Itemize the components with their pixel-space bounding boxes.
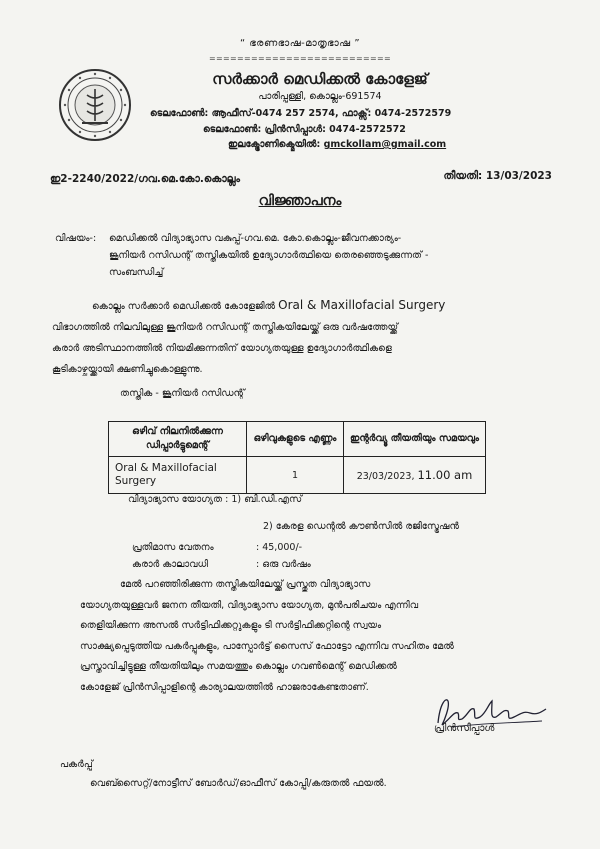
vacancy-table [108, 421, 486, 494]
paragraph-line: കൊല്ലം സർക്കാർ മെഡിക്കൽ കോളേജിൽ Oral & Maxillofacial Surgery [92, 298, 446, 312]
copy-label: പകർപ്പ് [60, 759, 93, 770]
principal-phone: ടെലഫോൺ: പ്രിൻസിപ്പാൾ: 0474-2572572 [203, 124, 406, 135]
email-label: ഇലക്ട്രോണിക്മെയിൽ: [228, 139, 321, 150]
vacancy-count-cell: 1 [247, 457, 344, 494]
paragraph-line: യോഗ്യതയുള്ളവർ ജനന തീയതി, വിദ്യാഭ്യാസ യോഗ്യത, മുൻപരിചയം എന്നിവ [80, 599, 419, 611]
column-header-vacancies: ഒഴിവുകളുടെ എണ്ണം [247, 422, 344, 457]
reference-number: ഇ2-2240/2022/ഗവ.മെ.കോ.കൊല്ലം [50, 173, 241, 185]
interview-time: 11.00 am [417, 468, 473, 482]
paragraph-line: വിഭാഗത്തിൽ നിലവിലുള്ള ജൂനിയർ റസിഡന്റ് തസ്തികയിലേയ്ക്ക് ഒരു വർഷത്തേയ്ക്ക് [52, 322, 399, 333]
paragraph-line: കൂടികാഴ്ചയ്ക്കായി ക്ഷണിച്ചുകൊള്ളുന്നു. [52, 364, 203, 375]
college-emblem-icon [58, 68, 132, 142]
notice-title-text: വിജ്ഞാപനം [258, 193, 342, 209]
subject-label: വിഷയം-: [55, 233, 97, 244]
notice-paragraph [52, 295, 552, 380]
college-name: സർക്കാർ മെഡിക്കൽ കോളേജ് [212, 70, 428, 88]
copy-recipients: വെബ്സൈറ്റ്/നോട്ടീസ് ബോർഡ്/ഓഫീസ് കോപ്പി/കരുതൽ ഫയൽ. [90, 778, 387, 789]
interview-cell [344, 457, 486, 494]
college-address: പാരിപ്പള്ളി, കൊല്ലം-691574 [258, 91, 382, 102]
salary-label: പ്രതിമാസ വേതനം [132, 542, 214, 553]
official-language-motto: “ ഭരണഭാഷ-മാതൃഭാഷ ” [239, 38, 361, 49]
department-name: Oral & Maxillofacial Surgery [278, 298, 446, 312]
instructions-paragraph [80, 575, 540, 698]
paragraph-line: മേൽ പറഞ്ഞിരിക്കുന്ന തസ്തികയിലേയ്ക്ക് പ്രസ്തുത വിദ്യാഭ്യാസ [120, 579, 371, 590]
notice-title [0, 193, 600, 209]
subject-text [109, 230, 559, 281]
email-row [228, 139, 446, 150]
subject-line: സംബന്ധിച്ച് [109, 267, 164, 278]
contract-period-value: : ഒരു വർഷം [256, 559, 311, 570]
department-cell: Oral & Maxillofacial Surgery [109, 457, 247, 494]
qualification-2: 2) കേരള ഡെന്റൽ കൗൺസിൽ രജിസ്ട്രേഷൻ [263, 521, 459, 532]
salary-value: : 45,000/- [256, 542, 303, 553]
paragraph-line: കരാർ അടിസ്ഥാനത്തിൽ നിയമിക്കുന്നതിന് യോഗ്യതയുള്ള ഉദ്യോഗാർത്ഥികളെ [52, 343, 392, 354]
column-header-interview: ഇന്റർവ്യൂ തീയതിയും സമയവും [344, 422, 486, 457]
signatory-title: പ്രിൻസിപ്പാൾ [434, 723, 495, 734]
header-divider: ========================== [208, 54, 392, 63]
email-link[interactable]: gmckollam@gmail.com [323, 139, 447, 150]
table-row [109, 457, 486, 494]
column-header-department: ഒഴിവ് നിലനിൽക്കുന്ന ഡിപ്പാർട്ടുമെന്റ് [109, 422, 247, 457]
table-header-row [109, 422, 486, 457]
interview-date: 23/03/2023, [356, 471, 418, 482]
office-phone: ടെലഫോൺ: ആഫീസ്-0474 257 2574, ഫാക്സ്: 0474-2572579 [150, 108, 452, 119]
paragraph-line: സാക്ഷ്യപ്പെടുത്തിയ പകർപ്പുകളും, പാസ്പോർട്ട് സൈസ് ഫോട്ടോ എന്നിവ സഹിതം മേൽ [80, 640, 454, 652]
subject-line: ജൂനിയർ റസിഡന്റ് തസ്തികയിൽ ഉദ്യോഗാർത്ഥിയെ തെരഞ്ഞെടുക്കുന്നത് - [109, 250, 429, 261]
contract-period-label: കരാർ കാലാവധി [132, 559, 208, 570]
paragraph-line: പ്രസ്താവിച്ചിട്ടുള്ള തീയതിയിലും സമയത്തും കൊല്ലം ഗവൺമെന്റ് മെഡിക്കൽ [80, 661, 397, 672]
notice-date: തീയതി: 13/03/2023 [443, 170, 552, 182]
paragraph-line: തെളിയിക്കുന്ന അസൽ സർട്ടിഫിക്കറ്റുകളും ടി സർട്ടിഫിക്കറ്റിന്റെ സ്വയം [80, 620, 382, 631]
subject-line: മെഡിക്കൽ വിദ്യാഭ്യാസ വകുപ്പ്-ഗവ.മെ. കോ.കൊല്ലം-ജീവനക്കാര്യം- [109, 233, 402, 244]
qualification-1: വിദ്യാഭ്യാസ യോഗ്യത : 1) ബി.ഡി.എസ് [128, 494, 303, 505]
post-name: തസ്തിക - ജൂനിയർ റസിഡന്റ് [120, 388, 245, 399]
paragraph-line: കോളേജ് പ്രിൻസിപ്പാളിന്റെ കാര്യാലയത്തിൽ ഹാജരാകേണ്ടതാണ്. [80, 681, 369, 693]
